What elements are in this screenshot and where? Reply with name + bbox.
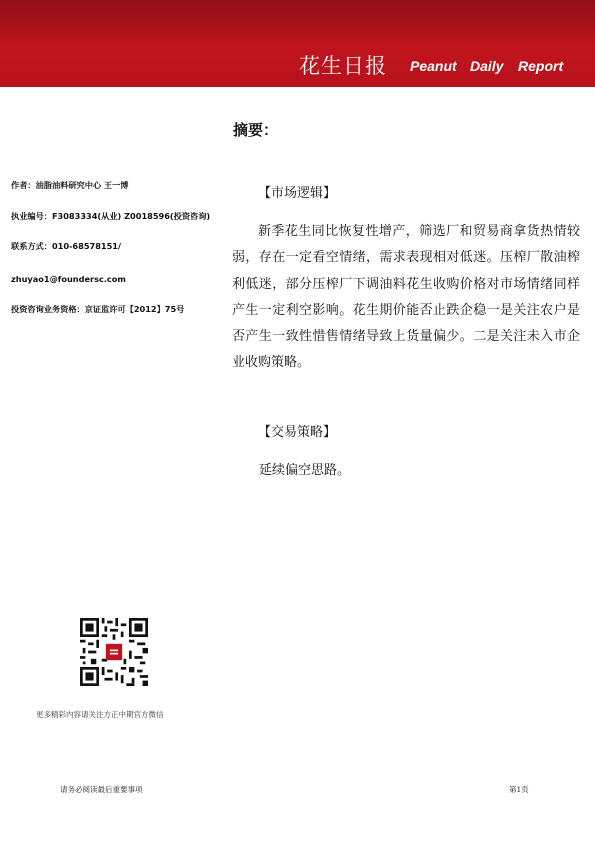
license-line: 执业编号：F3083334(从业) Z0018596(投资咨询) xyxy=(11,211,211,221)
market-logic-heading: 【市场逻辑】 xyxy=(258,186,337,201)
qr-code-icon xyxy=(80,618,148,686)
header-band xyxy=(0,0,595,87)
report-title-en-word-3: Report xyxy=(518,58,564,74)
report-title-en-word-1: Peanut xyxy=(410,58,457,74)
summary-heading: 摘要： xyxy=(233,121,279,139)
report-title-en-word-2: Daily xyxy=(470,58,504,74)
qualification-line: 投资咨询业务资格：京证监许可【2012】75号 xyxy=(11,304,185,314)
footer-notice: 请务必阅读最后重要事项 xyxy=(60,785,143,794)
qr-caption: 更多精彩内容请关注方正中期官方微信 xyxy=(36,710,164,719)
email-line: zhuyao1@foundersc.com xyxy=(11,274,126,284)
author-line: 作者：油脂油料研究中心 王一博 xyxy=(11,180,129,190)
market-logic-body: 新季花生同比恢复性增产，筛选厂和贸易商拿货热情较弱，存在一定看空情绪，需求表现相对低迷。压榨厂散油榨利低迷，部分压榨厂下调油料花生收购价格对市场情绪同样产生一定利空影响。花生期价能否止跌企稳一是关注农户是否产生一致性惜售情绪导致上货量偏少。二是关注未入市企业收购策略。 xyxy=(232,224,580,371)
trading-strategy-heading: 【交易策略】 xyxy=(258,425,337,440)
trading-strategy-body: 延续偏空思路。 xyxy=(259,463,351,478)
report-title-cn: 花生日报 xyxy=(299,54,387,78)
contact-line: 联系方式：010-68578151/ xyxy=(11,241,121,251)
page-number: 第1页 xyxy=(509,785,529,794)
